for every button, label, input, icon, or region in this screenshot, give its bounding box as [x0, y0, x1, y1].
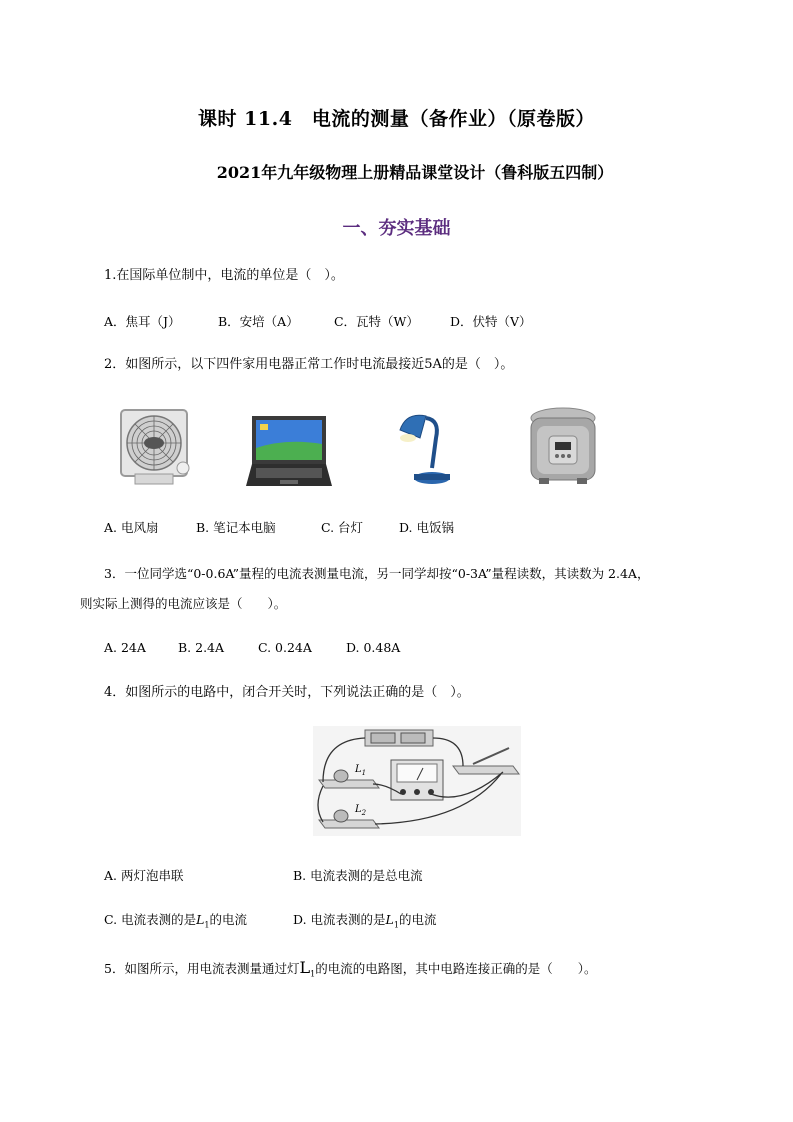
question-3-line-1: 3．一位同学选“0-0.6A”量程的电流表测量电流，另一同学却按“0-3A”量程读数，其读数为 2.4A， [104, 566, 650, 581]
question-3-line-2: 则实际上测得的电流应该是（ ）。 [80, 596, 287, 611]
q2-option-d: D. 电饭锅 [398, 520, 454, 535]
question-4-text: 4．如图所示的电路中，闭合开关时，下列说法正确的是（ ）。 [104, 685, 470, 700]
q4-option-d [293, 910, 436, 930]
fan-icon [117, 408, 191, 490]
q2-option-c: C. 台灯 [320, 520, 364, 535]
q2-option-b: B. 笔记本电脑 [195, 520, 276, 535]
q1-option-a: A．焦耳（J） [104, 314, 181, 329]
q4-option-d-suffix: 的电流 [398, 912, 437, 927]
q1-option-b: B．安培（A） [217, 314, 299, 329]
desk-lamp-icon [392, 408, 456, 490]
q4-option-c-prefix: C. 电流表测的是 [104, 912, 197, 927]
q4-option-c [104, 910, 247, 930]
q5-prefix: 5．如图所示，用电流表测量通过灯 [104, 961, 300, 976]
q5-lamp-subscript: 1 [310, 969, 316, 979]
q2-option-a: A. 电风扇 [104, 520, 159, 535]
q3-option-d: D. 0.48A [345, 640, 401, 655]
question-2-text: 2．如图所示，以下四件家用电器正常工作时电流最接近5A的是（ ）。 [104, 357, 514, 372]
section-heading: 一、夯实基础 [342, 218, 451, 239]
q5-lamp: L [299, 958, 311, 977]
question-2-options [104, 518, 454, 536]
q4-option-d-lamp: L [385, 912, 394, 927]
q3-option-a: A. 24A [104, 640, 146, 655]
label-l1: $L_1$ [355, 764, 367, 777]
page-subtitle: 2021年九年级物理上册精品课堂设计（鲁科版五四制） [216, 163, 614, 182]
question-1-options [104, 312, 532, 330]
label-l2: $L_2$ [355, 804, 367, 817]
question-5-text [104, 958, 596, 985]
q4-option-b: B. 电流表测的是总电流 [293, 868, 423, 883]
q1-option-d: D．伏特（V） [449, 314, 532, 329]
question-3-options [104, 640, 400, 655]
q3-option-b: B. 2.4A [177, 640, 225, 655]
rice-cooker-icon [525, 404, 601, 490]
q1-option-c: C．瓦特（W） [333, 314, 419, 329]
q4-option-a: A. 两灯泡串联 [104, 868, 184, 883]
question-1-text: 1.在国际单位制中，电流的单位是（ ）。 [104, 268, 344, 283]
q4-option-d-subscript: 1 [393, 920, 399, 930]
q4-option-c-lamp: L [196, 912, 205, 927]
q4-option-d-prefix: D. 电流表测的是 [293, 912, 386, 927]
q3-option-c: C. 0.24A [257, 640, 312, 655]
q4-option-c-suffix: 的电流 [209, 912, 247, 927]
page-title: 课时 11.4 电流的测量（备作业）（原卷版） [198, 108, 595, 130]
circuit-diagram [313, 726, 521, 836]
laptop-icon [246, 414, 332, 490]
q4-option-c-subscript: 1 [204, 920, 210, 930]
q5-suffix: 的电流的电路图，其中电路连接正确的是（ ）。 [315, 961, 597, 976]
